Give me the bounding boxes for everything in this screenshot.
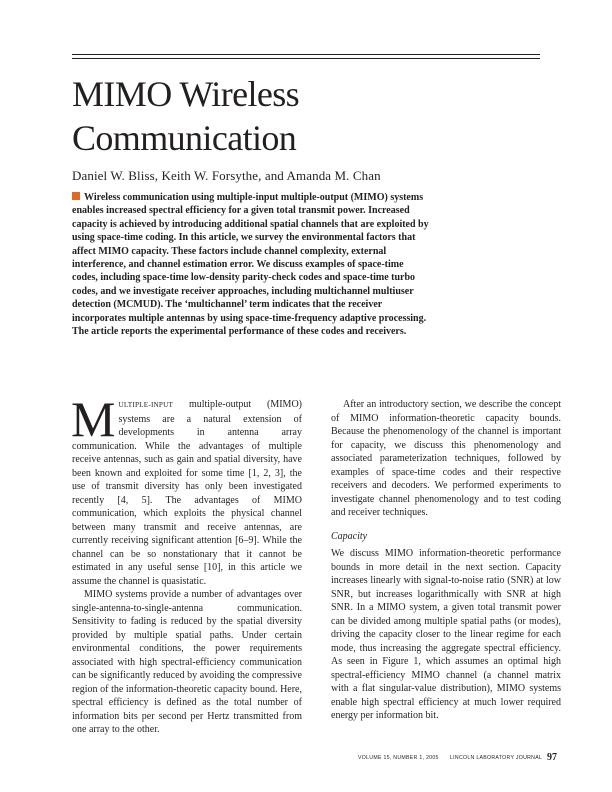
title-line-2: Communication: [72, 118, 297, 158]
top-rule-lower: [72, 58, 540, 59]
article-title: [72, 72, 542, 160]
paragraph-overview: After an introductory section, we describe the concept of MIMO information-theoretic capacity bounds. Because the phenomenology of the channel is important for capacity, we discuss this phenomenology and associated parameterization techniques, followed by examples of space-time codes and their respective receivers and decoders. We performed experiments to investigate channel phenomenology and to test coding and receiver techniques.: [331, 399, 561, 518]
right-column: [331, 398, 561, 723]
section-heading-capacity: Capacity: [331, 530, 368, 542]
footer-volume: VOLUME 15, NUMBER 1, 2005: [358, 755, 439, 761]
abstract-text: Wireless communication using multiple-input multiple-output (MIMO) systems enables increased spectral efficiency for a given total transmit power. Increased capacity is achieved by introducing additional spatial channels that are exploited by using space-time coding. In this article, we survey the environmental factors that affect MIMO capacity. These factors include channel complexity, external interference, and channel estimation error. We discuss examples of space-time codes, including space-time low-density parity-check codes and space-time turbo codes, and we investigate receiver approaches, including multichannel multiuser detection (MCMUD). The ‘multichannel’ term indicates that the receiver incorporates multiple antennas by using space-time-frequency adaptive processing. The article reports the experimental performance of these codes and receivers.: [72, 192, 429, 338]
orange-square-icon: [72, 192, 80, 200]
footer-journal: LINCOLN LABORATORY JOURNAL: [450, 755, 543, 761]
paragraph-advantages: MIMO systems provide a number of advantages over single-antenna-to-single-antenna communication. Sensitivity to fading is reduced by the spatial diversity provided by multiple spatial paths. Under certain environmental conditions, the power requirements associated with high spectral-efficiency communication can be significantly reduced by avoiding the compressive region of the information-theoretic capacity bound. Here, spectral efficiency is defined as the total number of information bits per second per Hertz transmitted from one array to the other.: [72, 589, 302, 735]
paragraph-intro-text: multiple-output (MIMO) systems are a natural extension of developments in antenna array communication. While the advantages of multiple receive antennas, such as gain and spatial diversity, have been known and exploited for some time [1, 2, 3], the use of transmit diversity has only been investigated recently [4, 5]. The advantages of MIMO communication, which exploits the physical channel between many transmit and receive antennas, are currently receiving significant attention [6–9]. While the channel can be so nonstationary that it cannot be estimated in any useful sense [10], in this article we assume the channel is quasistatic.: [72, 399, 302, 587]
drop-cap: M: [71, 391, 116, 447]
page-footer: [72, 752, 561, 766]
title-line-1: MIMO Wireless: [72, 74, 300, 114]
top-rule-upper: [72, 54, 540, 55]
abstract: [72, 191, 430, 338]
author-list: Daniel W. Bliss, Keith W. Forsythe, and Amanda M. Chan: [72, 168, 381, 183]
left-column: [71, 391, 302, 737]
page-number: 97: [547, 752, 557, 763]
paragraph-intro: [71, 391, 302, 588]
smallcaps-lead: ULTIPLE-INPUT: [118, 401, 174, 409]
paragraph-capacity: We discuss MIMO information-theoretic performance bounds in more detail in the next section. Capacity increases linearly with signal-to-noise ratio (SNR) at low SNR, but increases logarithmically with SNR at high SNR. In a MIMO system, a given total transmit power can be divided among multiple spatial paths (or modes), driving the capacity closer to the linear regime for each mode, thus increasing the aggregate spectral efficiency. As seen in Figure 1, which assumes an optimal high spectral-efficiency MIMO channel (a channel matrix with a flat singular-value distribution), MIMO systems enable high spectral efficiency at much lower required energy per information bit.: [331, 548, 561, 721]
